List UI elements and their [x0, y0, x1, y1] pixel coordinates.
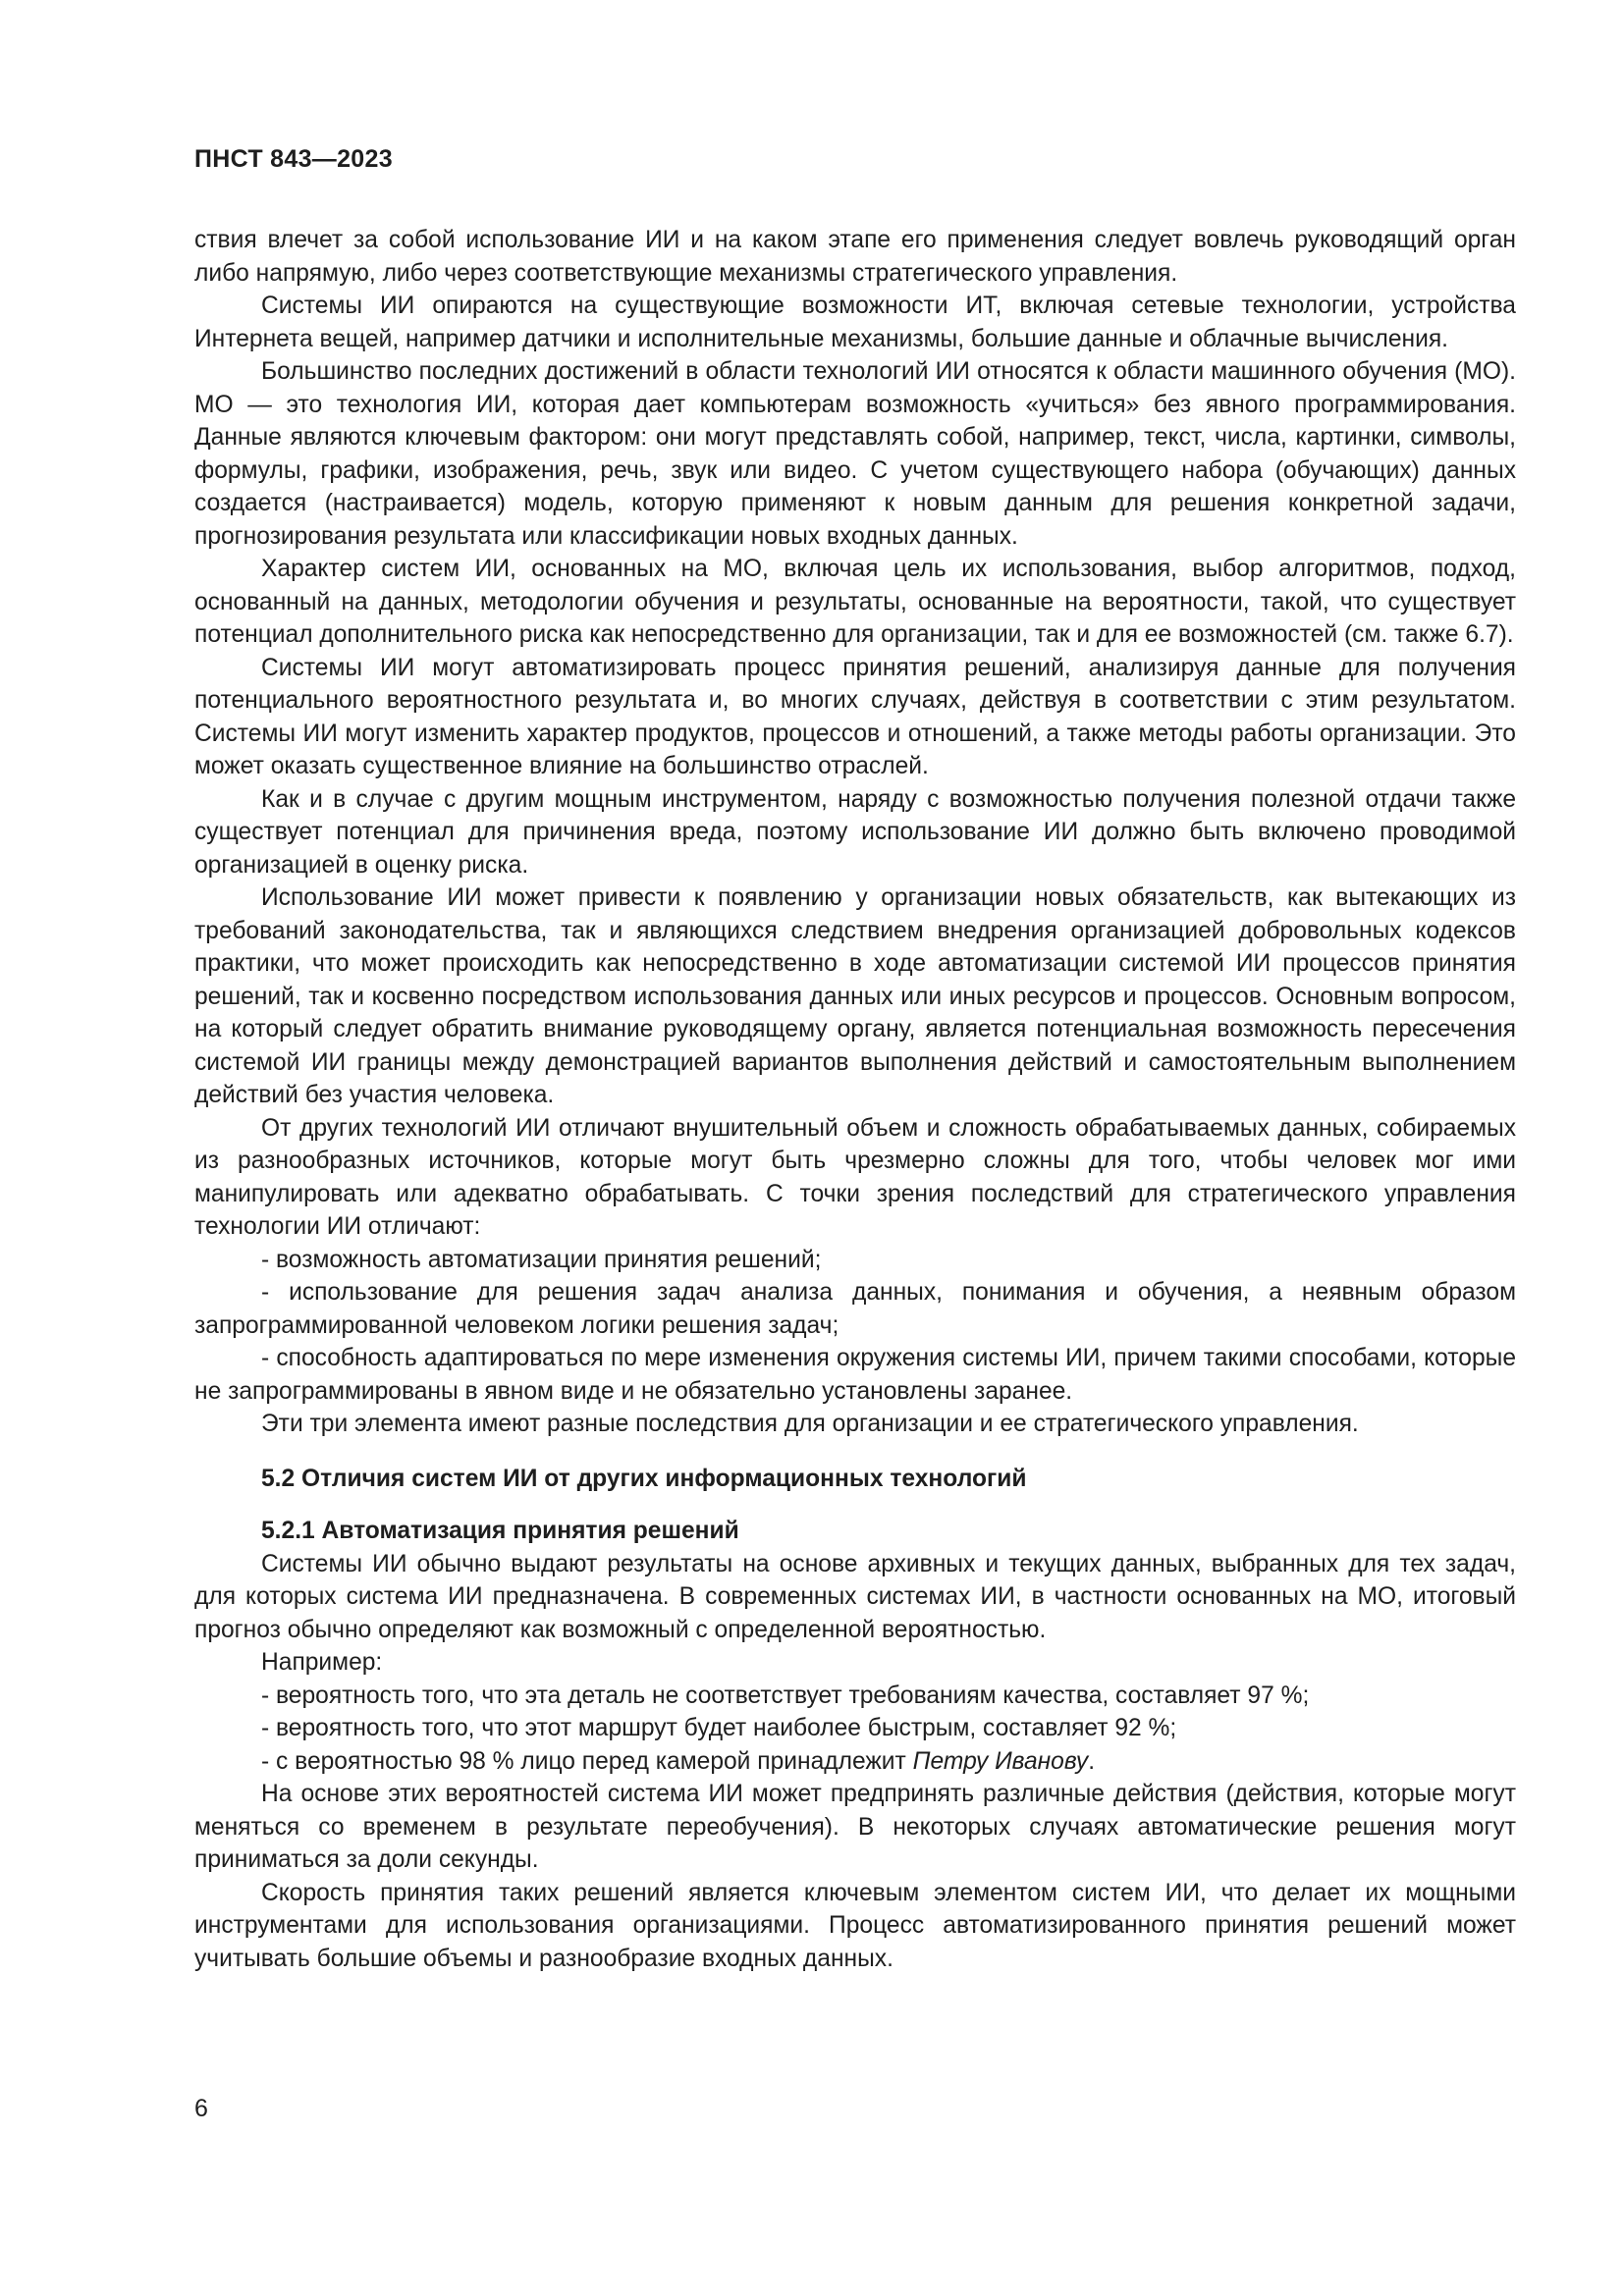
list-item [194, 1745, 1516, 1779]
person-name: Петру Иванову [912, 1747, 1089, 1775]
paragraph: Использование ИИ может привести к появлению у организации новых обязательств, как вытекающих из требований законодательства, так и являющихся следствием внедрения организацией добровольных кодексов практики, что может происходить как непосредственно в ходе автоматизации системой ИИ процессов принятия решений, так и косвенно посредством использования данных или иных ресурсов и процессов. Основным вопросом, на который следует обратить внимание руководящему органу, является потенциальная возможность пересечения системой ИИ границы между демонстрацией вариантов выполнения действий и самостоятельным выполнением действий без участия человека. [194, 884, 1516, 1108]
list-item: - способность адаптироваться по мере изменения окружения системы ИИ, причем такими способами, которые не запрограммированы в явном виде и не обязательно установлены заранее. [194, 1345, 1516, 1405]
paragraph: Например: [261, 1649, 383, 1676]
paragraph: Большинство последних достижений в области технологий ИИ относятся к области машинного обучения (МО). МО — это технология ИИ, которая дает компьютерам возможность «учиться» без явного программирования. Данные являются ключевым фактором: они могут представлять собой, например, текст, числа, картинки, символы, формулы, графики, изображения, речь, звук или видео. С учетом существующего набора (обучающих) данных создается (настраивается) модель, которую применяют к новым данным для решения конкретной задачи, прогнозирования результата или классификации новых входных данных. [194, 358, 1516, 550]
section-heading: 5.2 Отличия систем ИИ от других информационных технологий [261, 1465, 1027, 1492]
paragraph: На основе этих вероятностей система ИИ может предпринять различные действия (действия, которые могут меняться со временем в результате переобучения). В некоторых случаях автоматические решения могут приниматься за доли секунды. [194, 1781, 1516, 1873]
paragraph: Системы ИИ обычно выдают результаты на основе архивных и текущих данных, выбранных для тех задач, для которых система ИИ предназначена. В современных системах ИИ, в частности основанных на МО, итоговый прогноз обычно определяют как возможный с определенной вероятностью. [194, 1550, 1516, 1643]
paragraph: Характер систем ИИ, основанных на МО, включая цель их использования, выбор алгоритмов, подход, основанный на данных, методологии обучения и результаты, основанные на вероятности, такой, что существует потенциал дополнительного риска как непосредственно для организации, так и для ее возможностей (см. также 6.7). [194, 556, 1516, 648]
list-item-text: - с вероятностью 98 % лицо перед камерой принадлежит [261, 1747, 906, 1775]
list-item: - вероятность того, что эта деталь не соответствует требованиям качества, составляет 97 %; [261, 1682, 1310, 1709]
list-item-end: . [1088, 1747, 1096, 1775]
paragraph: От других технологий ИИ отличают внушительный объем и сложность обрабатываемых данных, собираемых из разнообразных источников, которые могут быть чрезмерно сложны для того, чтобы человек мог ими манипулировать или адекватно обрабатывать. С точки зрения последствий для стратегического управления технологии ИИ отличают: [194, 1114, 1516, 1240]
list-item: - возможность автоматизации принятия решений; [261, 1246, 822, 1273]
paragraph: Системы ИИ могут автоматизировать процесс принятия решений, анализируя данные для получения потенциального вероятностного результата и, во многих случаях, действуя в соответствии с этим результатом. Системы ИИ могут изменить характер продуктов, процессов и отношений, а также методы работы организации. Это может оказать существенное влияние на большинство отраслей. [194, 654, 1516, 779]
paragraph: Эти три элемента имеют разные последствия для организации и ее стратегического управления. [261, 1411, 1359, 1437]
paragraph: ствия влечет за собой использование ИИ и на каком этапе его применения следует вовлечь руководящий орган либо напрямую, либо через соответствующие механизмы стратегического управления. [194, 227, 1516, 287]
paragraph: Системы ИИ опираются на существующие возможности ИТ, включая сетевые технологии, устройства Интернета вещей, например датчики и исполнительные механизмы, большие данные и облачные вычисления. [194, 293, 1516, 352]
page-number: 6 [194, 2095, 208, 2122]
document-header: ПНСТ 843—2023 [194, 145, 393, 173]
paragraph: Скорость принятия таких решений является ключевым элементом систем ИИ, что делает их мощными инструментами для использования организациями. Процесс автоматизированного принятия решений может учитывать большие объемы и разнообразие входных данных. [194, 1879, 1516, 1972]
paragraph: Как и в случае с другим мощным инструментом, наряду с возможностью получения полезной отдачи также существует потенциал для причинения вреда, поэтому использование ИИ должно быть включено проводимой организацией в оценку риска. [194, 785, 1516, 879]
subsection-heading: 5.2.1 Автоматизация принятия решений [261, 1518, 739, 1544]
list-item: - вероятность того, что этот маршрут будет наиболее быстрым, составляет 92 %; [261, 1715, 1177, 1741]
list-item: - использование для решения задач анализа данных, понимания и обучения, а неявным образом запрограммированной человеком логики решения задач; [194, 1279, 1516, 1339]
document-body [194, 224, 1516, 1975]
